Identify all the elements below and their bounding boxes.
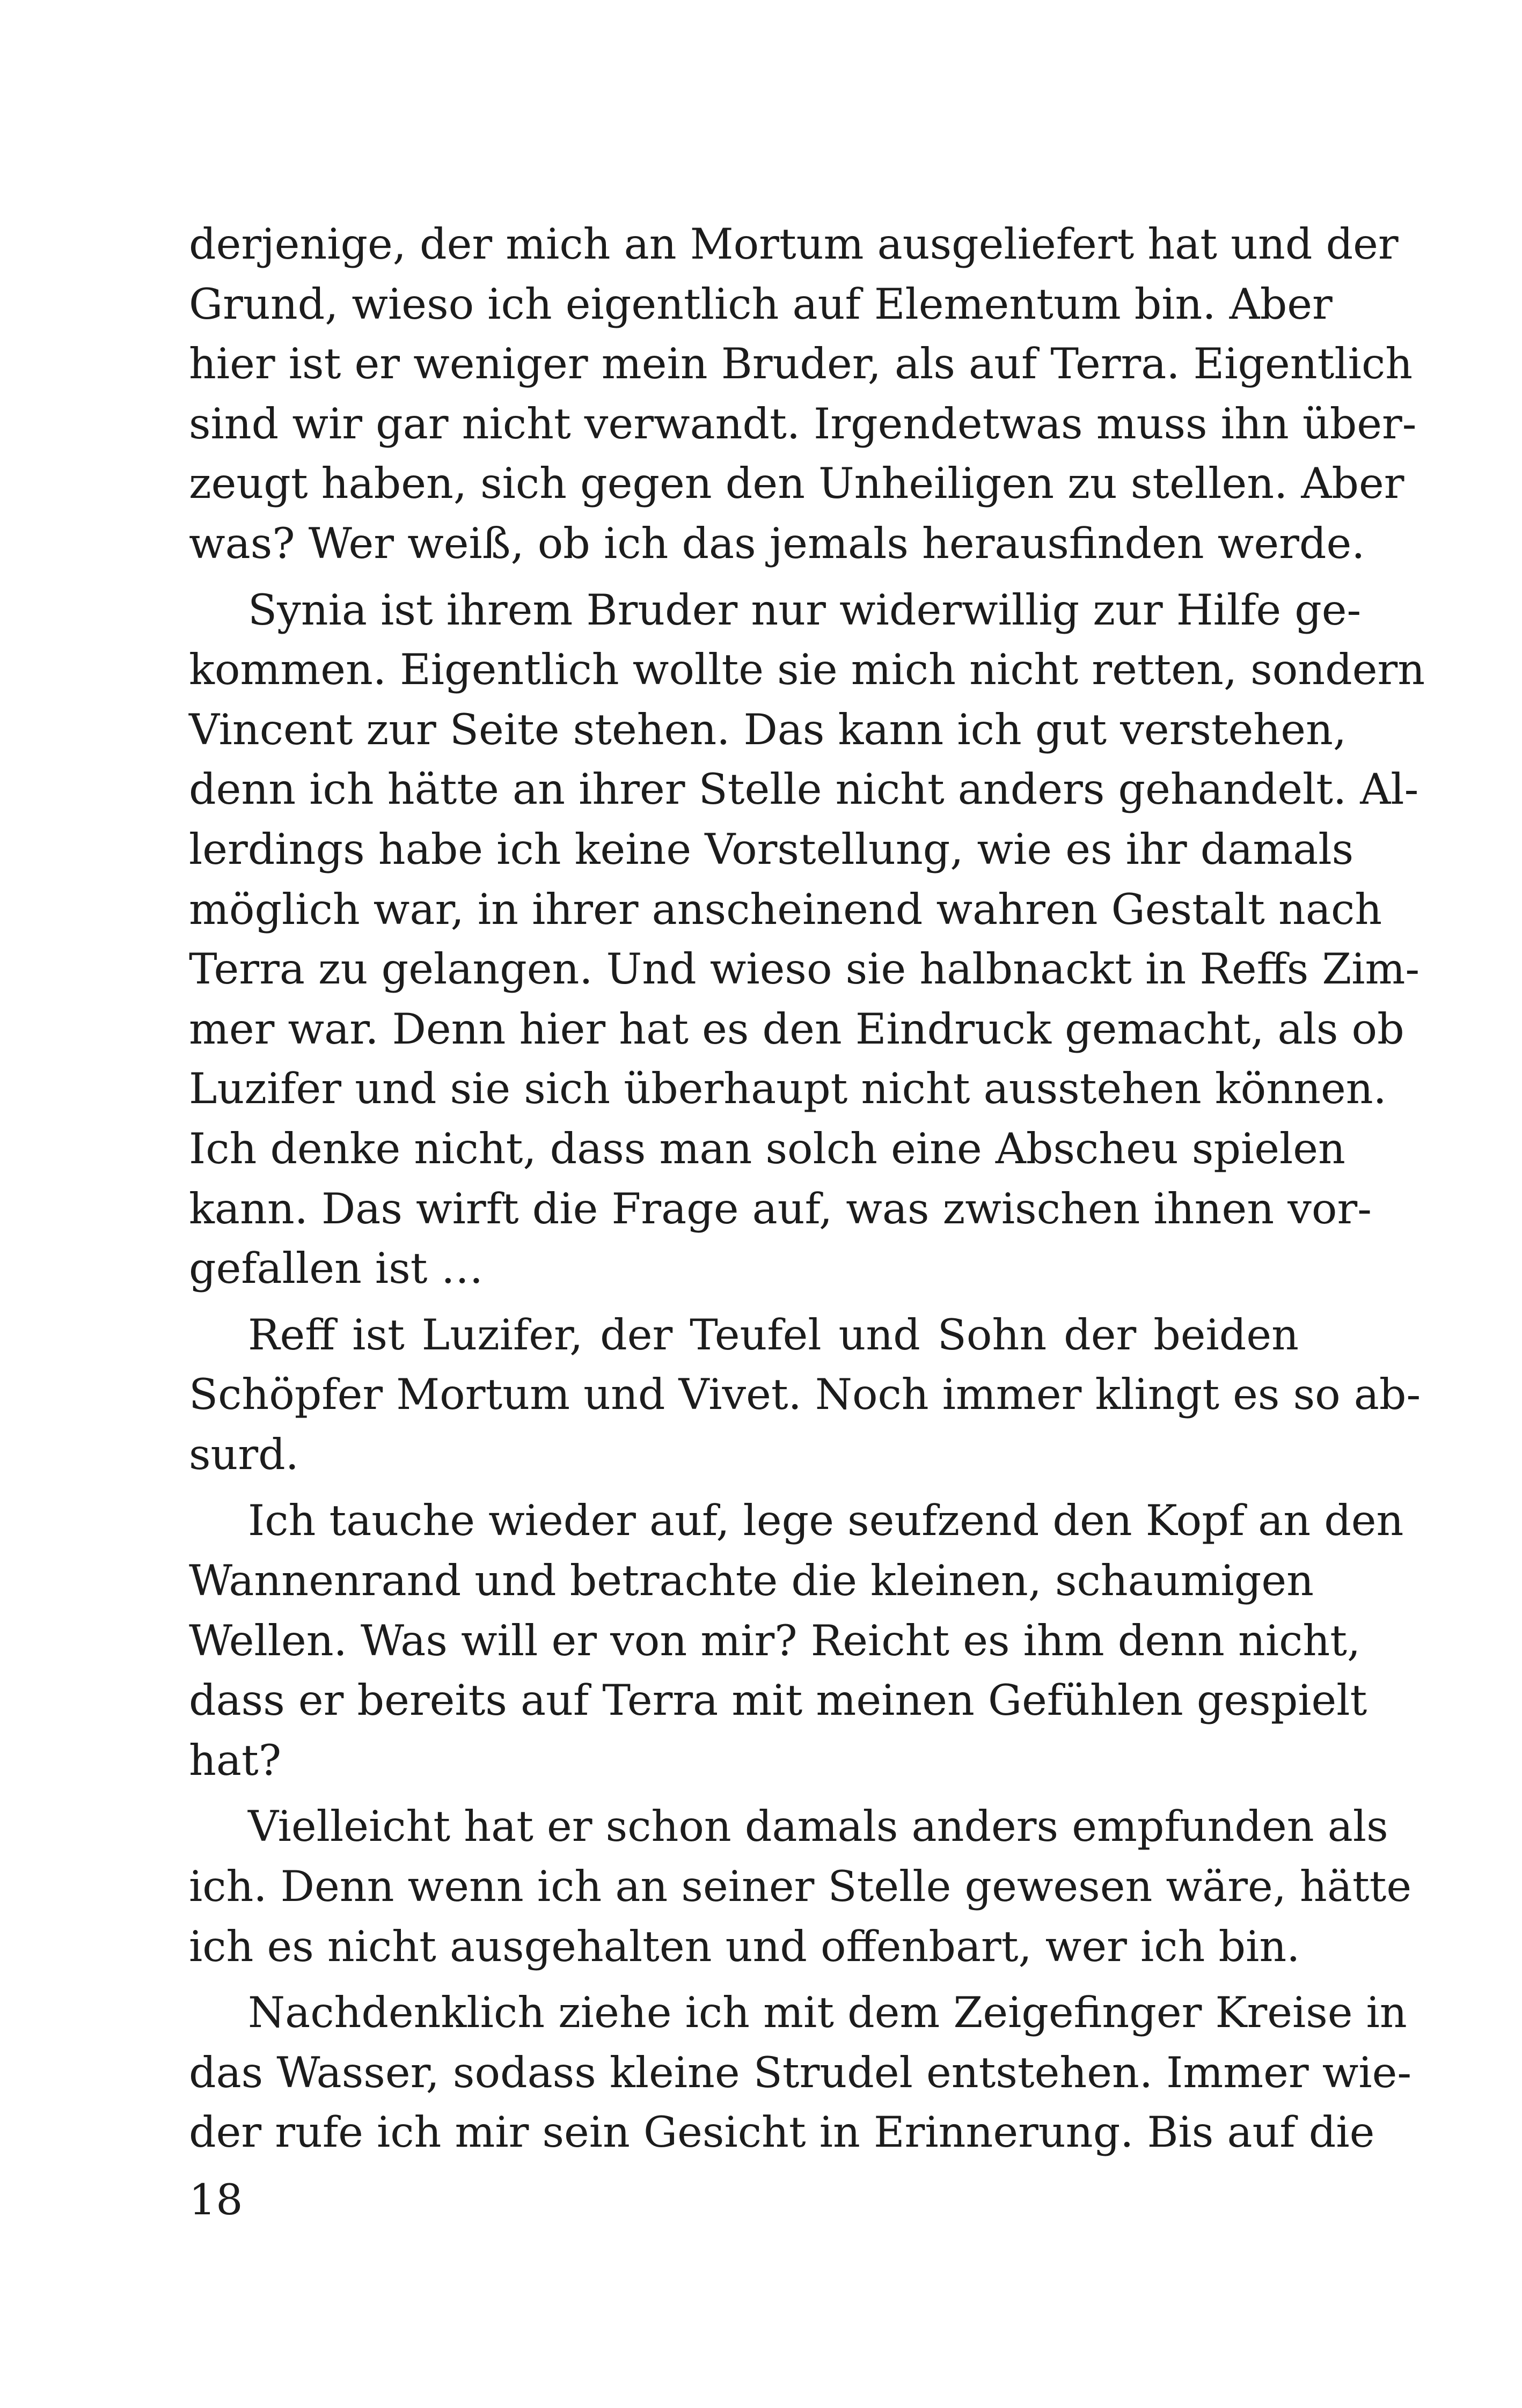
- text-line: gefallen ist …: [189, 1244, 484, 1294]
- text-line: dass er bereits auf Terra mit meinen Gefühlen gespielt: [189, 1676, 1367, 1726]
- paragraph-spacing: [189, 574, 1299, 581]
- text-line: Ich denke nicht, dass man solch eine Abscheu spielen: [189, 1124, 1345, 1173]
- text-line: hat?: [189, 1735, 282, 1785]
- text-line: Reff ist Luzifer, der Teufel und Sohn der beiden: [248, 1310, 1299, 1360]
- text-line: der rufe ich mir sein Gesicht in Erinnerung. Bis auf die: [189, 2108, 1375, 2157]
- text-line: ich. Denn wenn ich an seiner Stelle gewesen wäre, hätte: [189, 1862, 1412, 1912]
- text-line: surd.: [189, 1429, 299, 1479]
- paragraph: [189, 1983, 1412, 2163]
- paragraph: [189, 215, 1417, 574]
- paragraph: [189, 581, 1425, 1299]
- text-line: ich es nicht ausgehalten und offenbart, wer ich bin.: [189, 1921, 1300, 1971]
- text-line: Nachdenklich ziehe ich mit dem Zeigefinger Kreise in: [248, 1988, 1407, 2038]
- text-line: Wellen. Was will er von mir? Reicht es ihm denn nicht,: [189, 1616, 1361, 1665]
- paragraph: [189, 1797, 1412, 1977]
- paragraph-spacing: [189, 1299, 1299, 1305]
- text-line: Vielleicht hat er schon damals anders empfunden als: [248, 1802, 1388, 1852]
- text-line: Vincent zur Seite stehen. Das kann ich gut verstehen,: [189, 704, 1347, 754]
- paragraph: [189, 1305, 1421, 1485]
- page-number: 18: [189, 2175, 243, 2225]
- text-line: möglich war, in ihrer anscheinend wahren Gestalt nach: [189, 884, 1382, 934]
- text-line: das Wasser, sodass kleine Strudel entstehen. Immer wie-: [189, 2047, 1412, 2097]
- text-line: kommen. Eigentlich wollte sie mich nicht retten, sondern: [189, 645, 1425, 695]
- body-text: [189, 215, 1425, 2163]
- text-line: kann. Das wirft die Frage auf, was zwischen ihnen vor-: [189, 1184, 1372, 1234]
- text-line: Grund, wieso ich eigentlich auf Elementum bin. Aber: [189, 279, 1333, 329]
- paragraph-spacing: [189, 1977, 1299, 1983]
- text-line: Terra zu gelangen. Und wieso sie halbnackt in Reffs Zim-: [189, 944, 1420, 994]
- text-line: Synia ist ihrem Bruder nur widerwillig zur Hilfe ge-: [248, 585, 1362, 635]
- text-line: lerdings habe ich keine Vorstellung, wie es ihr damals: [189, 824, 1354, 874]
- text-line: was? Wer weiß, ob ich das jemals herausfinden werde.: [189, 518, 1365, 568]
- text-line: mer war. Denn hier hat es den Eindruck gemacht, als ob: [189, 1004, 1404, 1054]
- text-line: hier ist er weniger mein Bruder, als auf Terra. Eigentlich: [189, 339, 1413, 389]
- paragraph-spacing: [189, 1790, 1299, 1797]
- text-line: derjenige, der mich an Mortum ausgeliefert hat und der: [189, 219, 1399, 269]
- text-line: Luzifer und sie sich überhaupt nicht ausstehen können.: [189, 1064, 1387, 1114]
- text-line: sind wir gar nicht verwandt. Irgendetwas muss ihn über-: [189, 399, 1417, 449]
- text-line: denn ich hätte an ihrer Stelle nicht anders gehandelt. Al-: [189, 765, 1419, 814]
- text-line: Wannenrand und betrachte die kleinen, schaumigen: [189, 1556, 1314, 1606]
- text-line: Ich tauche wieder auf, lege seufzend den Kopf an den: [248, 1496, 1404, 1546]
- paragraph: [189, 1491, 1404, 1790]
- text-line: zeugt haben, sich gegen den Unheiligen zu stellen. Aber: [189, 459, 1404, 509]
- text-line: Schöpfer Mortum und Vivet. Noch immer klingt es so ab-: [189, 1370, 1421, 1420]
- paragraph-spacing: [189, 1485, 1299, 1491]
